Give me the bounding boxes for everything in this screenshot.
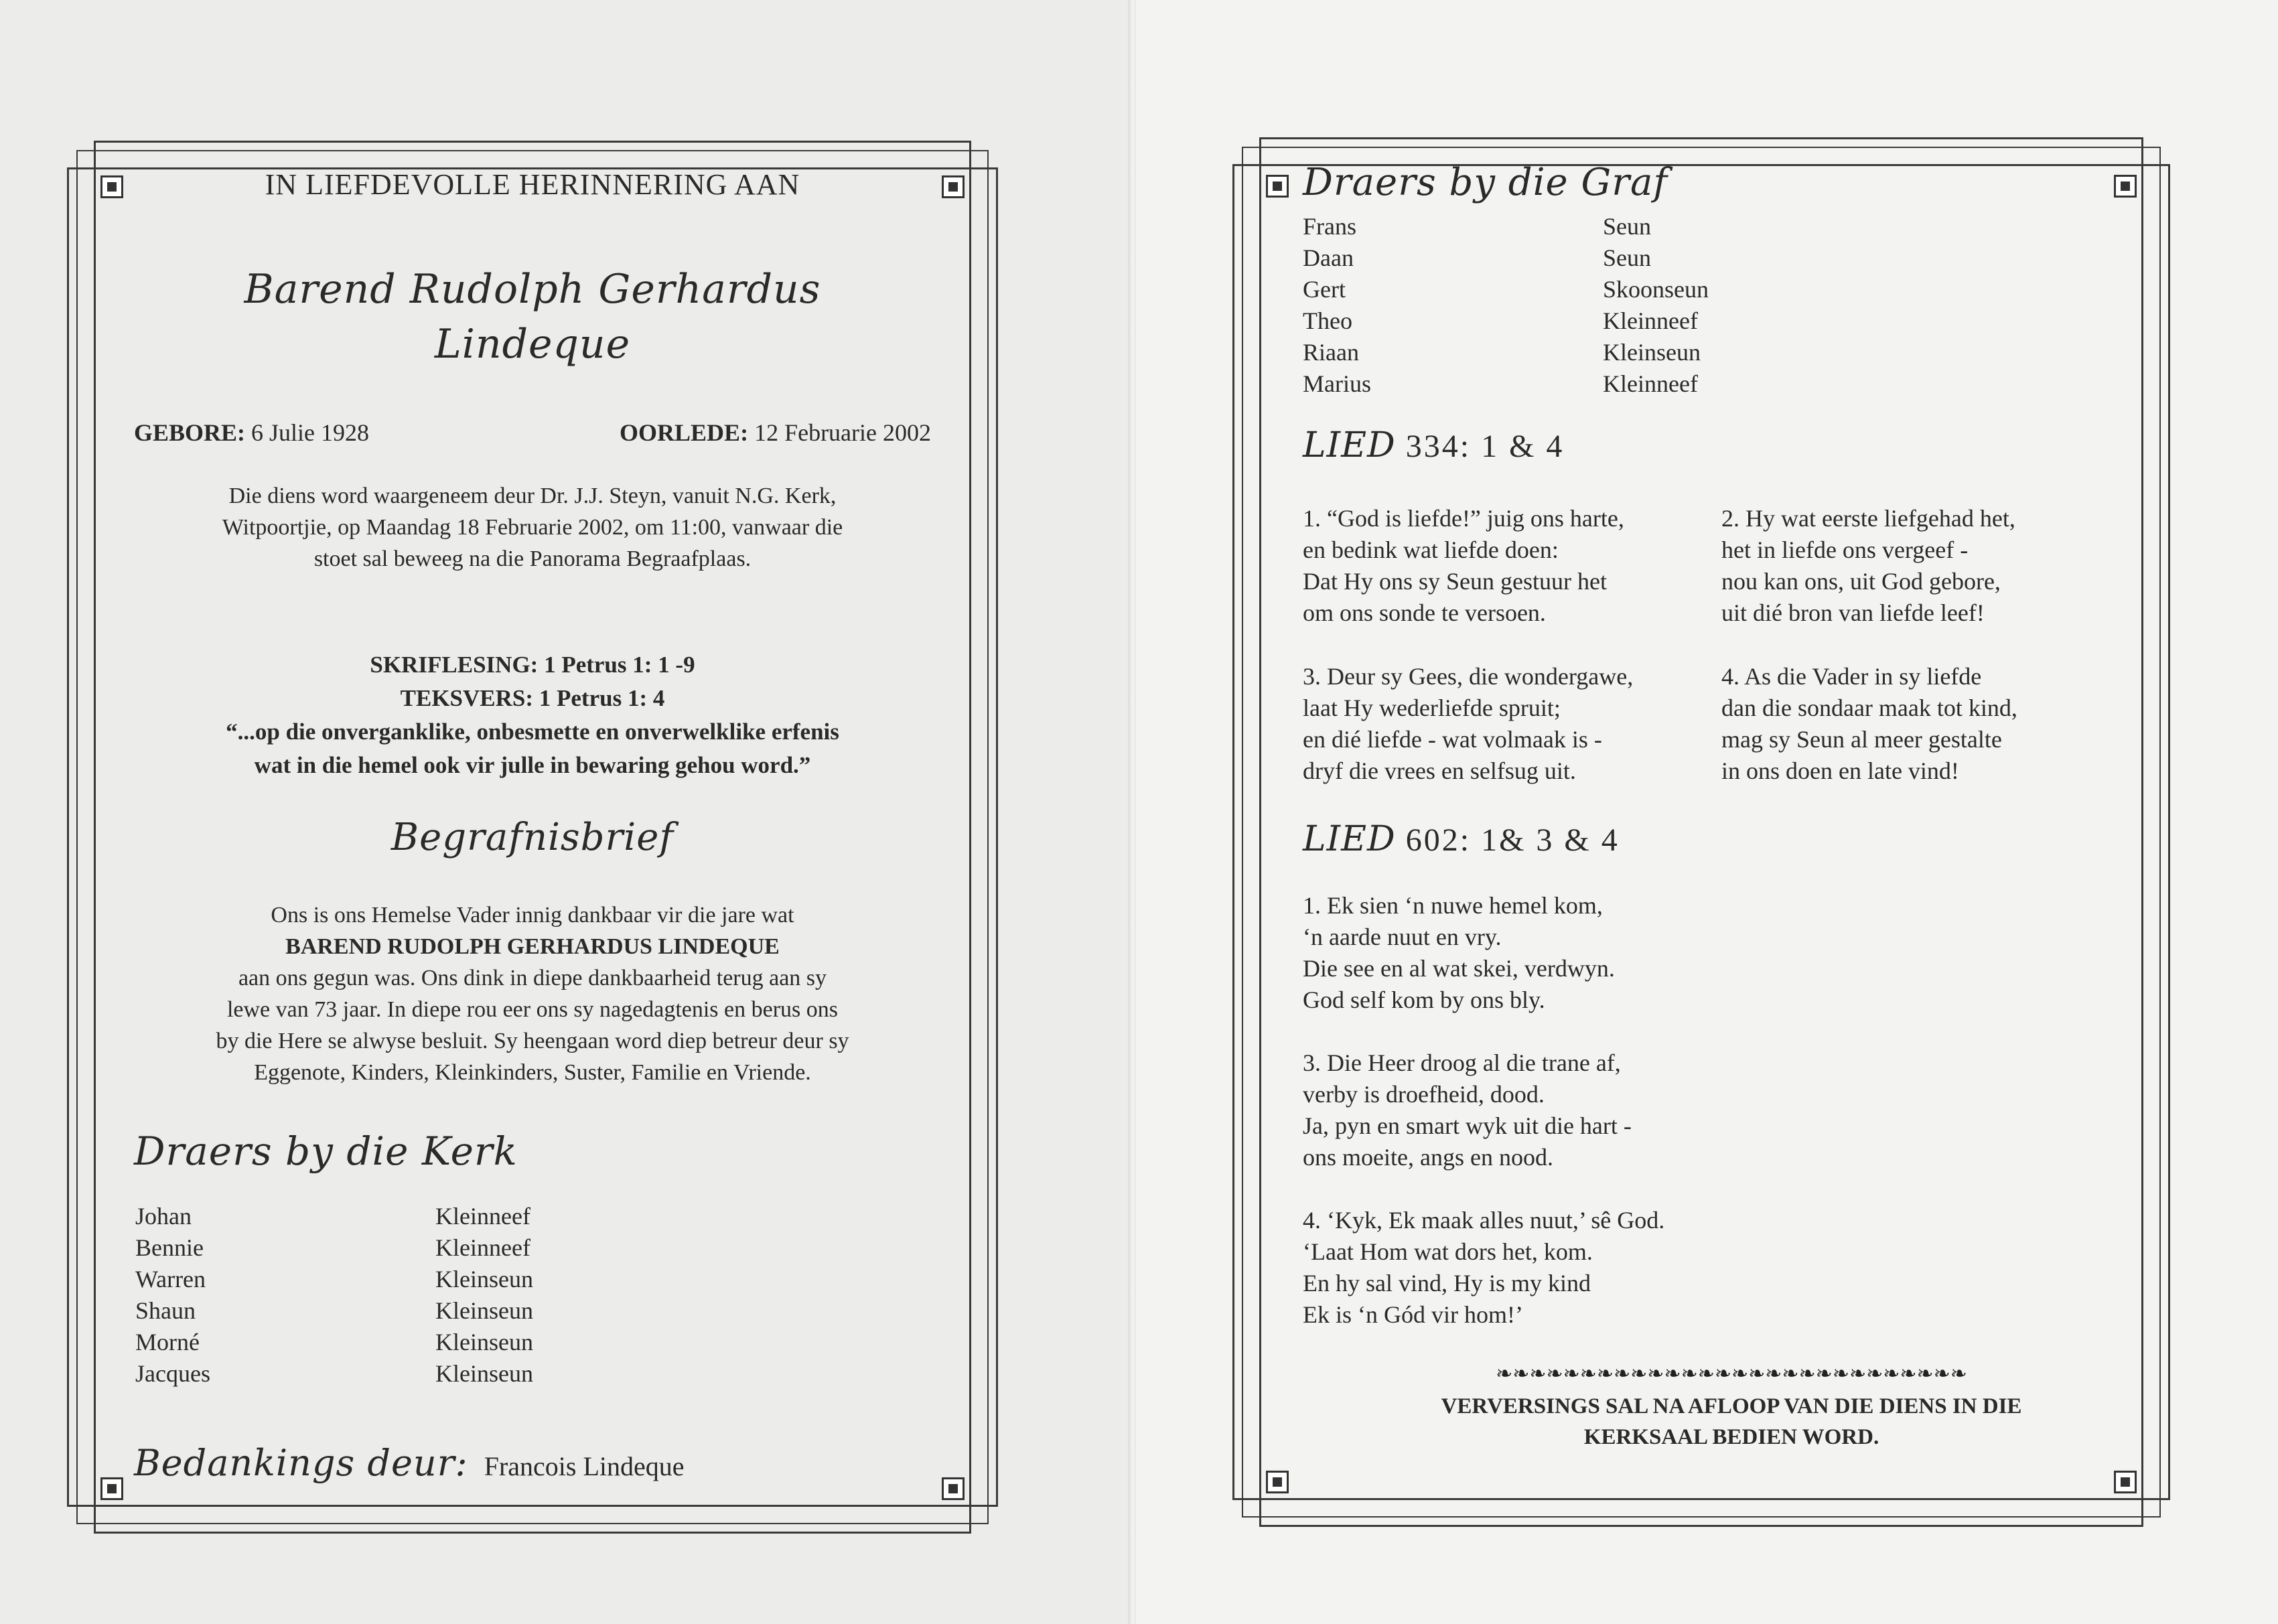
corner-ornament-icon	[2114, 1471, 2137, 1493]
bearer-relation: Seun	[1603, 244, 1651, 271]
bearer-relation: Kleinneef	[1603, 370, 1698, 397]
thanks-value: Francois Lindeque	[484, 1451, 685, 1481]
bearer-name: Bennie	[135, 1234, 204, 1261]
service-line: Witpoortjie, op Maandag 18 Februarie 2002, om 11:00, vanwaar die	[222, 515, 843, 540]
hymn-label: LIED	[1303, 819, 1396, 859]
bearer-relation: Skoonseun	[1603, 276, 1709, 303]
bearer-relation: Kleinneef	[435, 1234, 530, 1261]
corner-ornament-icon	[1266, 1471, 1289, 1493]
funeral-letter	[107, 899, 958, 1088]
bearer-name: Jacques	[135, 1360, 210, 1387]
letter-line: Eggenote, Kinders, Kleinkinders, Suster, Familie en Vriende.	[254, 1060, 811, 1085]
deceased-name	[107, 262, 958, 372]
bearer-name: Johan	[135, 1203, 192, 1230]
list-item	[135, 1327, 958, 1358]
thanks-label: Bedankings deur:	[134, 1442, 468, 1484]
bearer-name: Theo	[1303, 307, 1352, 334]
hymn-label: LIED	[1303, 425, 1396, 465]
dates-row	[107, 419, 958, 447]
note-line: KERKSAAL BEDIEN WORD.	[1583, 1425, 1879, 1449]
bearer-relation: Kleinseun	[435, 1266, 533, 1293]
list-item	[1303, 305, 2160, 337]
hymn-verse: 4. ‘Kyk, Ek maak alles nuut,’ sê God. ‘Laat Hom wat dors het, kom. En hy sal vind, Hy is my kind Ek is ‘n Gód vir hom!’	[1303, 1207, 1665, 1328]
hymn-numbers: 334: 1 & 4	[1405, 429, 1565, 464]
list-item	[1303, 211, 2160, 242]
thanks-line	[107, 1442, 958, 1484]
bearer-name: Morné	[135, 1329, 200, 1355]
letter-line: aan ons gegun was. Ons dink in diepe dankbaarheid terug aan sy	[238, 966, 827, 990]
ornament-divider: ❧❧❧❧❧❧❧❧❧❧❧❧❧❧❧❧❧❧❧❧❧❧❧❧❧❧❧❧	[1496, 1363, 1967, 1385]
hymn-1-verses	[1303, 503, 2160, 819]
list-item	[1303, 274, 2160, 305]
bearer-name: Riaan	[1303, 339, 1359, 366]
service-line: stoet sal beweeg na die Panorama Begraafplaas.	[313, 546, 752, 571]
bearer-name: Gert	[1303, 276, 1346, 303]
bearer-relation: Kleinseun	[435, 1297, 533, 1324]
hymn-1-title	[1303, 425, 2160, 465]
bearer-relation: Kleinseun	[435, 1360, 533, 1387]
hymn-2-verses	[1303, 890, 2160, 1331]
hymn-verse: 1. Ek sien ‘n nuwe hemel kom, ‘n aarde nuut en vry. Die see en al wat skei, verdwyn. God self kom by ons bly.	[1303, 892, 1615, 1013]
hymn-numbers: 602: 1& 3 & 4	[1405, 822, 1620, 858]
bearer-name: Frans	[1303, 213, 1356, 240]
bearer-name: Shaun	[135, 1297, 196, 1324]
list-item	[135, 1264, 958, 1295]
memorial-heading: IN LIEFDEVOLLE HERINNERING AAN	[265, 168, 800, 201]
hymn-verse: 3. Die Heer droog al die trane af, verby is droefheid, dood. Ja, pyn en smart wyk uit die hart - ons moeite, angs en nood.	[1303, 1049, 1632, 1171]
born-label: GEBORE:	[134, 419, 246, 446]
refreshments-note	[1303, 1391, 2160, 1453]
scripture-reading: SKRIFLESING: 1 Petrus 1: 1 -9	[370, 652, 695, 678]
grave-bearers-title: Draers by die Graf	[1303, 161, 1668, 204]
quote-line: “...op die onverganklike, onbesmette en onverwelklike erfenis	[226, 719, 839, 745]
list-item	[135, 1295, 958, 1327]
bearer-name: Marius	[1303, 370, 1371, 397]
list-item	[135, 1201, 958, 1232]
name-line-2: Lindeque	[434, 321, 631, 368]
hymn-verse: 3. Deur sy Gees, die wondergawe, laat Hy wederliefde spruit; en dié liefde - wat volmaak is - dryf die vrees en selfsug uit.	[1303, 663, 1634, 784]
service-line: Die diens word waargeneem deur Dr. J.J. Steyn, vanuit N.G. Kerk,	[228, 484, 837, 508]
died-value: 12 Februarie 2002	[754, 419, 931, 446]
church-bearers-list	[107, 1201, 958, 1390]
quote-line: wat in die hemel ook vir julle in bewaring gehou word.”	[254, 752, 811, 778]
list-item	[1303, 368, 2160, 400]
letter-title: Begrafnisbrief	[390, 816, 674, 859]
bearer-relation: Kleinneef	[435, 1203, 530, 1230]
bearer-name: Warren	[135, 1266, 206, 1293]
born-value: 6 Julie 1928	[251, 419, 370, 446]
list-item	[1303, 242, 2160, 274]
corner-ornament-icon	[1266, 175, 1289, 198]
hymn-verse: 1. “God is liefde!” juig ons harte, en bedink wat liefde doen: Dat Hy ons sy Seun gestuur het om ons sonde te versoen.	[1303, 505, 1624, 626]
list-item	[135, 1358, 958, 1390]
right-content	[1303, 161, 2160, 1453]
bearer-relation: Kleinneef	[1603, 307, 1698, 334]
letter-name: BAREND RUDOLPH GERHARDUS LINDEQUE	[285, 934, 780, 959]
grave-bearers-list	[1303, 211, 2160, 400]
scripture-block	[107, 648, 958, 782]
letter-line: lewe van 73 jaar. In diepe rou eer ons sy nagedagtenis en berus ons	[226, 997, 839, 1022]
died-label: OORLEDE:	[620, 419, 749, 446]
page-fold	[1128, 0, 1136, 1624]
bearer-relation: Kleinseun	[435, 1329, 533, 1355]
born-date	[134, 419, 369, 447]
letter-line: by die Here se alwyse besluit. Sy heengaan word diep betreur deur sy	[216, 1029, 849, 1053]
name-line-1: Barend Rudolph Gerhardus	[244, 266, 821, 313]
church-bearers-title: Draers by die Kerk	[134, 1128, 518, 1174]
list-item	[135, 1232, 958, 1264]
died-date	[620, 419, 931, 447]
left-content	[107, 161, 958, 1484]
bearer-relation: Kleinseun	[1603, 339, 1701, 366]
hymn-verse: 2. Hy wat eerste liefgehad het, het in liefde ons vergeef - nou kan ons, uit God gebore, uit dié bron van liefde leef!	[1721, 505, 2015, 626]
letter-line: Ons is ons Hemelse Vader innig dankbaar vir die jare wat	[271, 903, 794, 928]
list-item	[1303, 337, 2160, 368]
text-verse: TEKSVERS: 1 Petrus 1: 4	[400, 685, 665, 711]
service-details	[107, 480, 958, 575]
hymn-2-title	[1303, 819, 2160, 859]
bearer-name: Daan	[1303, 244, 1354, 271]
note-line: VERVERSINGS SAL NA AFLOOP VAN DIE DIENS IN DIE	[1441, 1394, 2022, 1418]
hymn-verse: 4. As die Vader in sy liefde dan die sondaar maak tot kind, mag sy Seun al meer gestalte in ons doen en late vind!	[1721, 663, 2017, 784]
bearer-relation: Seun	[1603, 213, 1651, 240]
